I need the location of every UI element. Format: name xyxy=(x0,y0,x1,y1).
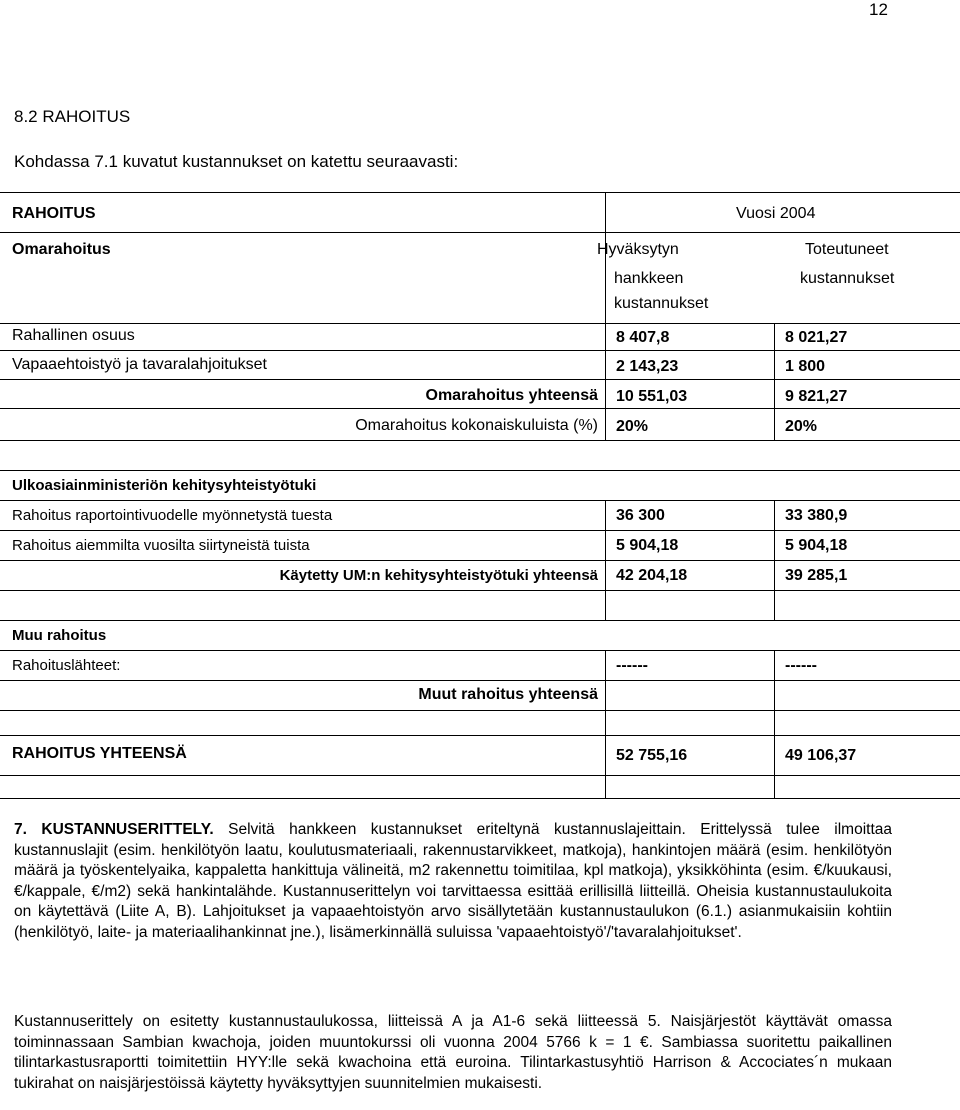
table-rule xyxy=(0,192,960,193)
table-rule xyxy=(0,530,960,531)
table-cell-actual: 49 106,37 xyxy=(785,747,857,764)
table-rule xyxy=(0,440,960,441)
table-cell-actual: 39 285,1 xyxy=(785,567,848,584)
table-rule xyxy=(0,620,960,621)
table-cell-actual: 20% xyxy=(785,418,818,435)
col-approved-line: Hyväksytyn xyxy=(597,241,679,258)
table-cell-approved: 52 755,16 xyxy=(616,747,688,764)
table-cell-actual: 8 021,27 xyxy=(785,329,848,346)
table-rule xyxy=(774,323,775,440)
table-cell-approved: 20% xyxy=(616,418,649,435)
table-cell-approved: 42 204,18 xyxy=(616,567,688,584)
body-paragraph: Kustannuserittely on esitetty kustannustaulukossa, liitteissä A ja A1-6 sekä liitteessä 5. Naisjärjestöt käyttävät omassa toiminnassaan Sambian kwachoja, joiden muuntokurssi oli vuonna 2004 5766 k = 1 €. Sambiassa suoritettu paikallinen tilintarkastusraportti toimitettiin HYY:lle sekä kwachoina että euroina. Tilintarkastusyhtiö Harrison & Accociates´n mukaan tukirahat on naisjärjestöissä käytetty hyväksyttyjen suunnitelmien mukaisesti. xyxy=(14,1013,892,1092)
table-cell-approved: ------ xyxy=(616,657,648,674)
table-rule xyxy=(0,232,960,233)
section-heading: 8.2 RAHOITUS xyxy=(14,107,131,126)
table-cell-actual: 5 904,18 xyxy=(785,537,848,554)
table-cell-approved: 2 143,23 xyxy=(616,358,679,375)
um-total-label: Käytetty UM:n kehitysyhteistyötuki yhteensä xyxy=(279,567,598,584)
um-section-title: Ulkoasiainministeriön kehitysyhteistyötuki xyxy=(12,477,317,494)
table-row-label: Vapaaehtoistyö ja tavaralahjoitukset xyxy=(12,356,267,373)
table-rule xyxy=(0,775,960,776)
other-total-label: Muut rahoitus yhteensä xyxy=(418,686,598,703)
own-total-label: Omarahoitus yhteensä xyxy=(425,387,598,404)
table-cell-actual: 1 800 xyxy=(785,358,826,375)
table-cell-approved: 36 300 xyxy=(616,507,665,524)
table-cell-approved: 10 551,03 xyxy=(616,388,688,405)
table-rule xyxy=(0,560,960,561)
table-rule xyxy=(605,192,606,232)
table-cell-actual: 33 380,9 xyxy=(785,507,848,524)
table-rule xyxy=(0,650,960,651)
grand-total-label: RAHOITUS YHTEENSÄ xyxy=(12,745,187,762)
table-rule xyxy=(0,710,960,711)
col-approved-line: hankkeen xyxy=(614,270,684,287)
table-cell-approved: 5 904,18 xyxy=(616,537,679,554)
table-rule xyxy=(0,470,960,471)
table-cell-approved: 8 407,8 xyxy=(616,329,670,346)
table-rule xyxy=(0,323,960,324)
table-row-label: Rahallinen osuus xyxy=(12,327,135,344)
paragraph-text: Selvitä hankkeen kustannukset eriteltynä kustannuslajeittain. Erittelyssä tulee ilmoittaa kustannuslajit (esim. henkilötyön laatu, koulutusmateriaali, rakennustarvikkeet, matkoja), hankintojen määrä (esim. henkilötyön määrä ja työskentelyaika, kappaletta hankittuja välineitä, m2 rakennettu toimitilaa, kpl matkoja), yksikköhinta (esim. €/kuukausi, €/kappale, €/m2) sekä hankintalähde. Kustannuserittelyn voi tarvittaessa esittää erillisillä liitteillä. Oheisia kustannustaulukoita on käytettävä (Liite A, B). Lahjoitukset ja vapaaehtoistyön arvo sisällytetään kustannustaulukon (6.1.) asianmukaisiin kohtiin (henkilötyö, laite- ja materiaalihankinnat jne.), lisämerkinnällä suluissa 'vapaaehtoistyö'/'tavaralahjoitukset'. xyxy=(14,821,892,941)
table-row-label: Rahoitus raportointivuodelle myönnetystä tuesta xyxy=(12,507,333,524)
paragraph-lead: 7. KUSTANNUSERITTELY. xyxy=(14,821,214,838)
table-rule xyxy=(774,500,775,620)
table-rule xyxy=(605,232,606,440)
omarahoitus-label: Omarahoitus xyxy=(12,241,111,258)
table-rule xyxy=(605,650,606,798)
table-rule xyxy=(0,408,960,409)
table-cell-actual: 9 821,27 xyxy=(785,388,848,405)
year-label: Vuosi 2004 xyxy=(736,205,816,222)
table-rule xyxy=(774,650,775,798)
intro-text: Kohdassa 7.1 kuvatut kustannukset on katettu seuraavasti: xyxy=(14,152,459,171)
table-rule xyxy=(605,500,606,620)
page-number: 12 xyxy=(869,0,888,19)
col-actual-line: Toteutuneet xyxy=(805,241,889,258)
table-title: RAHOITUS xyxy=(12,205,96,222)
table-rule xyxy=(0,350,960,351)
table-rule xyxy=(0,500,960,501)
table-rule xyxy=(0,735,960,736)
table-rule xyxy=(0,798,960,799)
table-row-label: Rahoituslähteet: xyxy=(12,657,121,674)
table-rule xyxy=(0,590,960,591)
instruction-paragraph xyxy=(14,820,892,943)
table-rule xyxy=(0,379,960,380)
own-share-label: Omarahoitus kokonaiskuluista (%) xyxy=(355,417,598,434)
col-approved-line: kustannukset xyxy=(614,295,709,312)
table-cell-actual: ------ xyxy=(785,657,817,674)
table-row-label: Rahoitus aiemmilta vuosilta siirtyneistä tuista xyxy=(12,537,310,554)
table-rule xyxy=(0,680,960,681)
col-actual-line: kustannukset xyxy=(800,270,895,287)
other-section-title: Muu rahoitus xyxy=(12,627,107,644)
